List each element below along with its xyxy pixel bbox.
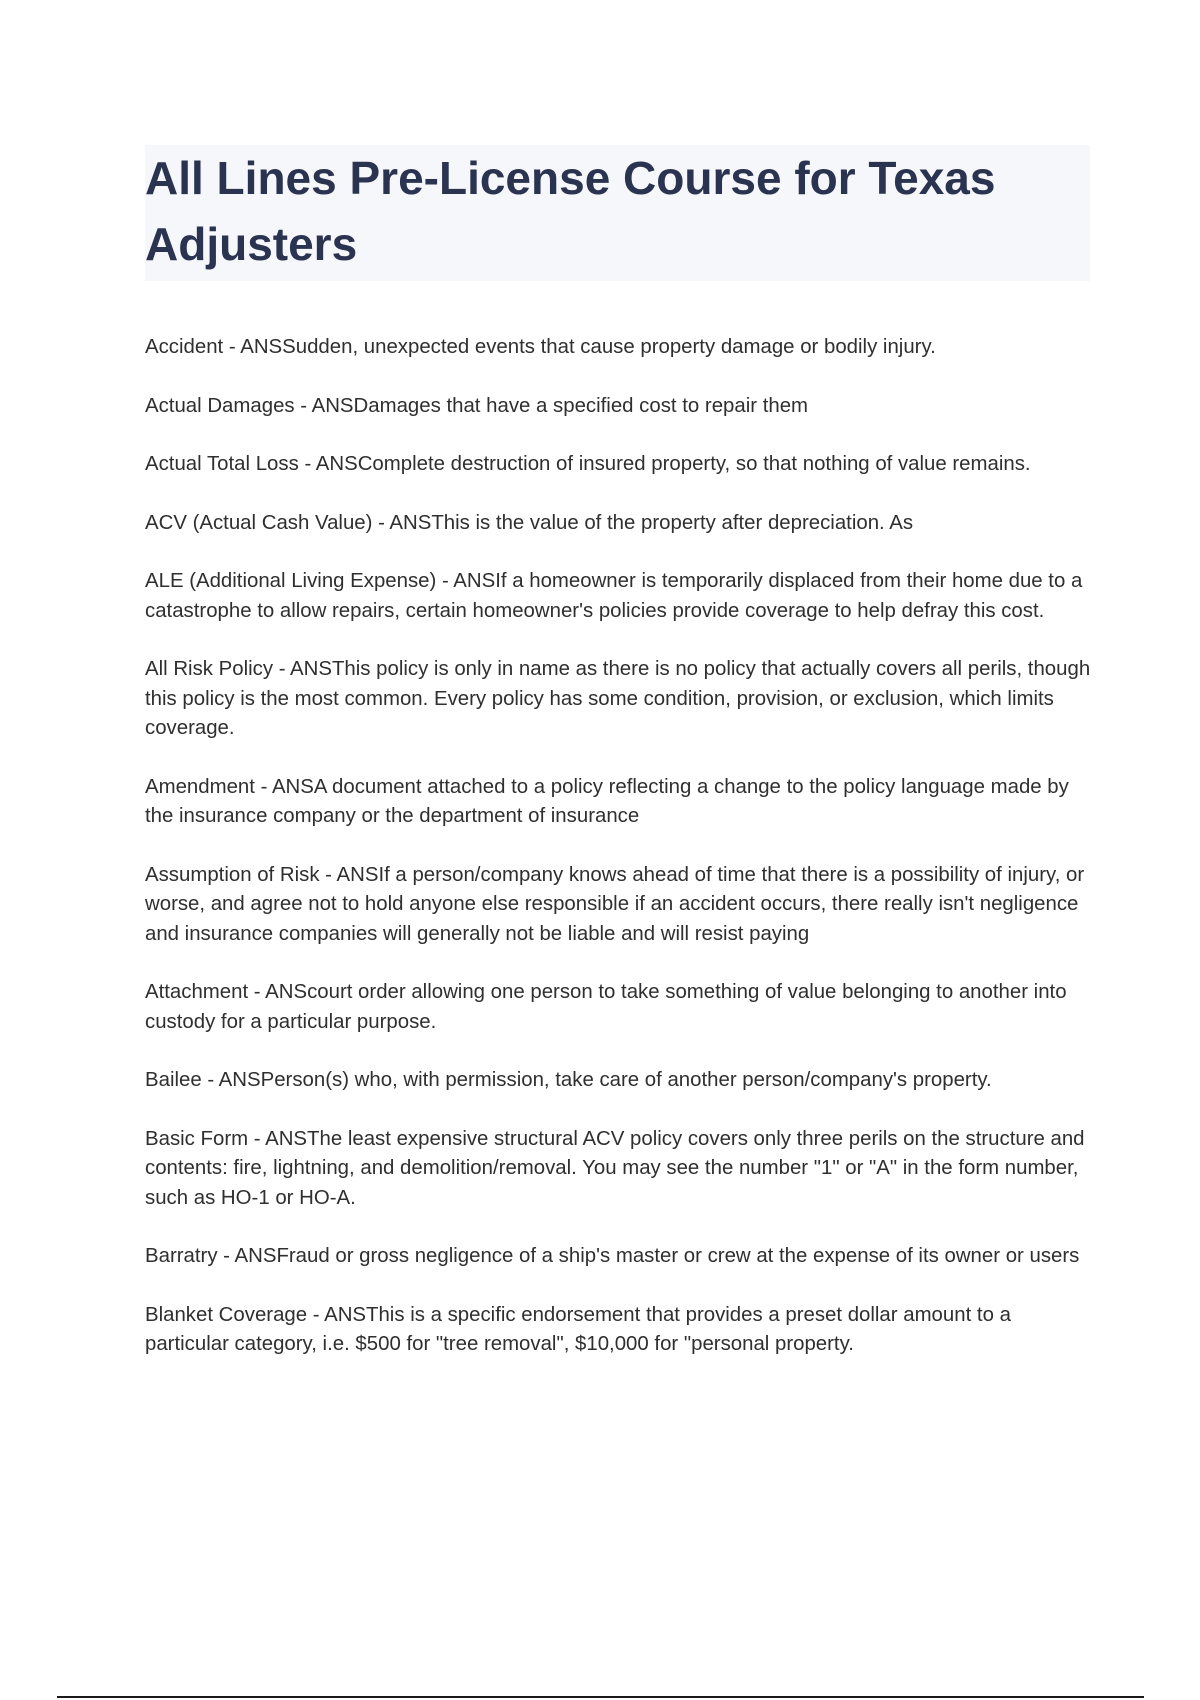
term-separator: - ANS [248, 981, 308, 1003]
glossary-entry [145, 978, 1100, 1037]
term-separator: - ANS [248, 1127, 308, 1150]
glossary-entry [145, 392, 1100, 422]
term-name: Blanket Coverage [145, 1303, 308, 1326]
term-separator: - ANS [294, 394, 354, 417]
term-name: Accident [145, 336, 224, 358]
term-name: ACV (Actual Cash Value) [145, 511, 373, 534]
term-name: Barratry [145, 1245, 218, 1267]
term-definition: If a person/company knows ahead of time that there is a possibility of injury, or worse, and agree not to hold anyone else responsible if an accident occurs, there really isn't negligence and insurance companies will generally not be liable and will resist paying [145, 863, 1085, 945]
footer-divider [57, 1696, 1144, 1698]
term-name: Bailee [145, 1069, 202, 1091]
term-definition: The least expensive structural ACV policy covers only three perils on the structure and contents: fire, lightning, and demolition/removal. You may see the number "1" or "A" in the form number, such as HO-1 or HO-A. [145, 1127, 1085, 1209]
term-definition: If a homeowner is temporarily displaced from their home due to a catastrophe to allow repairs, certain homeowner's policies provide coverage to help defray this cost. [145, 570, 1083, 622]
term-separator: - ANS [217, 1245, 277, 1267]
glossary-entry [145, 861, 1100, 950]
glossary-entry [145, 567, 1100, 626]
term-name: Attachment [145, 981, 249, 1003]
term-definition: This is a specific endorsement that provides a preset dollar amount to a particular category, i.e. $500 for "tree removal", $10,000 for "personal property. [145, 1303, 1011, 1355]
term-separator: - ANS [273, 658, 332, 680]
term-separator: - ANS [319, 863, 379, 886]
term-definition: This policy is only in name as there is no policy that actually covers all perils, though this policy is the most common. Every policy has some condition, provision, or exclusion, which limits coverage. [145, 658, 1091, 739]
term-definition: Damages that have a specified cost to repair them [353, 394, 809, 417]
term-separator: - ANS [436, 570, 496, 592]
term-name: Actual Damages [145, 394, 295, 417]
glossary-entry [145, 655, 1100, 744]
term-separator: - ANS [254, 775, 314, 798]
glossary-entry [145, 1125, 1100, 1214]
term-separator: - ANS [223, 336, 283, 358]
glossary-entry [145, 1242, 1100, 1272]
term-name: All Risk Policy [145, 658, 274, 680]
glossary-list [145, 333, 1100, 1389]
term-definition: Complete destruction of insured property, so that nothing of value remains. [357, 453, 1031, 475]
term-separator: - ANS [307, 1303, 367, 1326]
term-name: Assumption of Risk [145, 863, 320, 886]
term-name: ALE (Additional Living Expense) [145, 570, 437, 592]
document-title: All Lines Pre-License Course for Texas Adjusters [145, 152, 996, 270]
term-separator: - ANS [201, 1069, 261, 1091]
glossary-entry [145, 773, 1100, 832]
term-definition: Sudden, unexpected events that cause property damage or bodily injury. [282, 336, 936, 358]
term-definition: Person(s) who, with permission, take care of another person/company's property. [260, 1069, 992, 1091]
glossary-entry [145, 333, 1100, 363]
term-separator: - ANS [372, 511, 432, 534]
glossary-entry [145, 1066, 1100, 1096]
term-definition: This is the value of the property after depreciation. As [431, 511, 914, 534]
term-name: Basic Form [145, 1127, 249, 1150]
term-definition: Fraud or gross negligence of a ship's master or crew at the expense of its owner or users [276, 1245, 1080, 1267]
title-block [145, 145, 1090, 281]
term-separator: - ANS [298, 453, 358, 475]
term-name: Actual Total Loss [145, 453, 299, 475]
term-definition: court order allowing one person to take something of value belonging to another into custody for a particular purpose. [145, 981, 1067, 1033]
glossary-entry [145, 1301, 1100, 1360]
term-definition: A document attached to a policy reflecting a change to the policy language made by the insurance company or the department of insurance [145, 775, 1069, 827]
term-name: Amendment [145, 775, 255, 798]
glossary-entry [145, 509, 1100, 539]
glossary-entry [145, 450, 1100, 480]
